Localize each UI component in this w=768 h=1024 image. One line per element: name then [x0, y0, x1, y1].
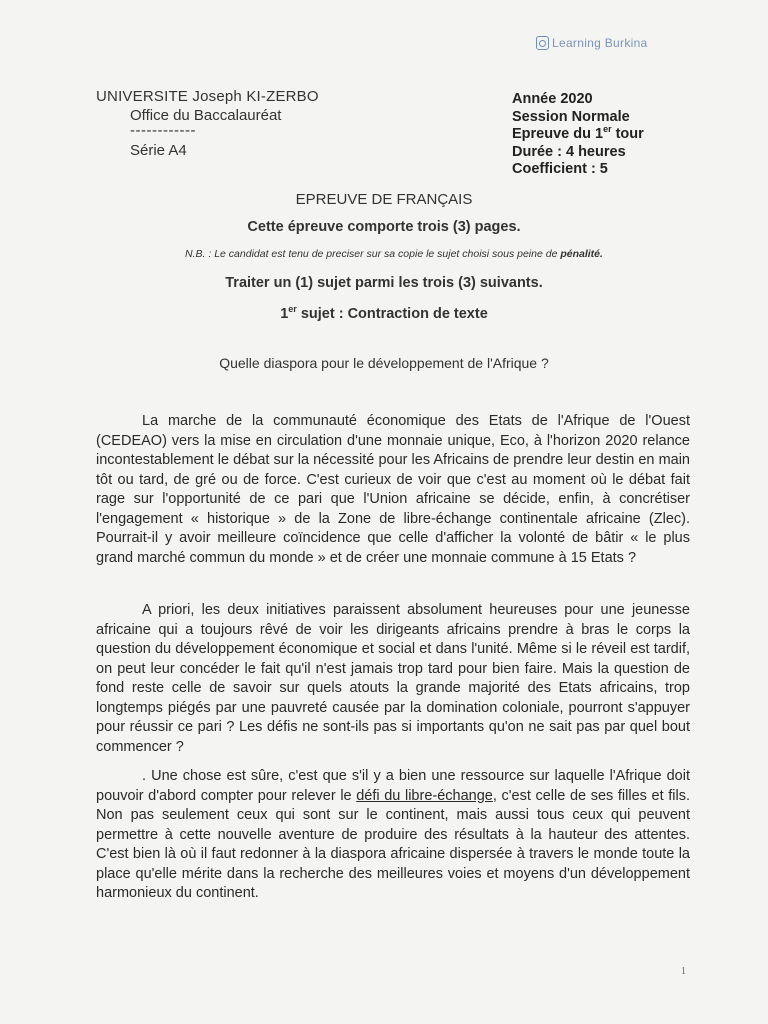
exam-session: Session Normale	[512, 108, 630, 125]
text-title: Quelle diaspora pour le développement de l'Afrique ?	[219, 355, 549, 371]
exam-title: EPREUVE DE FRANÇAIS	[295, 191, 473, 208]
office-name: Office du Baccalauréat	[130, 107, 282, 124]
header-left	[96, 87, 319, 160]
paragraph-2	[96, 601, 690, 757]
pages-note: Cette épreuve comporte trois (3) pages.	[247, 219, 521, 235]
subject-label: sujet : Contraction de texte	[296, 305, 488, 322]
exam-round-suffix: tour	[611, 126, 644, 142]
nb-note	[0, 248, 768, 260]
exam-round	[512, 126, 644, 144]
header-dashes: ------------	[130, 122, 196, 139]
exam-duration: Durée : 4 heures	[512, 143, 626, 160]
watermark-text: Learning Burkina	[552, 36, 648, 50]
paragraph-3	[96, 767, 690, 904]
underlined-phrase: défi du libre-échange	[356, 787, 493, 804]
paragraph-1	[96, 412, 690, 568]
paragraph-1-text: La marche de la communauté économique des Etats de l'Afrique de l'Ouest (CEDEAO) vers la mise en circulation d'une monnaie unique, Eco, à l'horizon 2020 relance incontestablement le débat sur la nécessité pour les Africains de prendre leur destin en main tôt ou tard, de gré ou de force. C'est curieux de voir que c'est au moment où le débat fait rage sur l'opportunité de ce pari que l'Union africaine se décide, enfin, à concrétiser l'engagement « historique » de la Zone de libre-échange continentale africaine (Zlec). Pourrait-il y avoir meilleure coïncidence que celle d'afficher la volonté de bâtir « le plus grand marché commun du monde » et de créer une monnaie commune à 15 Etats ?	[96, 413, 690, 566]
subject-number: 1	[280, 305, 289, 322]
watermark	[536, 36, 648, 50]
paragraph-3-part-a: . Une chose est sûre, c'est que s'il y a bien une ressource sur laquelle l'Afrique doit pouvoir d'abord compter pour relever le	[96, 768, 690, 804]
nb-text: N.B. : Le candidat est tenu de preciser sur sa copie le sujet choisi sous peine de	[185, 248, 561, 260]
paragraph-3-part-b: , c'est celle de ses filles et fils. Non pas seulement ceux qui sont sur le continent, mais aussi tous ceux qui peuvent permettre à cette nouvelle aventure de produire des résultats à la hauteur des attentes. C'est bien là où il faut redonner à la diaspora africaine dispersée à travers le monde toute la place qu'elle mérite dans la recherche des meilleures voies et moyens d'un développement harmonieux du continent.	[96, 787, 690, 901]
exam-year: Année 2020	[512, 91, 593, 107]
instruction: Traiter un (1) sujet parmi les trois (3) suivants.	[225, 275, 543, 291]
serie-label: Série A4	[130, 142, 187, 159]
learning-logo-icon	[536, 36, 549, 50]
paragraph-2-text: A priori, les deux initiatives paraissent absolument heureuses pour une jeunesse africaine qui a toujours rêvé de voir les dirigeants africains prendre à bras le corps la question du développement économique et social et dans l'unité. Même si le réveil est tardif, on peut leur concéder le fait qu'il n'est jamais trop tard pour bien faire. Mais la question de fond reste celle de savoir sur quels atouts la grande majorité des Etats africains, trop longtemps piégés par une pauvreté causée par la domination coloniale, pourront s'appuyer pour réussir ce pari ? Les défis ne sont-ils pas si importants qu'on ne sait pas par quel bout commencer ?	[96, 602, 690, 755]
page-number: 1	[681, 966, 686, 977]
subject-heading	[0, 304, 768, 322]
exam-round-text: Epreuve du 1	[512, 126, 604, 142]
exam-coefficient: Coefficient : 5	[512, 161, 608, 177]
nb-bold: pénalité.	[560, 248, 603, 260]
paragraph-3-text	[96, 767, 690, 904]
university-name: UNIVERSITE Joseph KI-ZERBO	[96, 88, 319, 105]
exam-round-sup: er	[603, 124, 612, 135]
header-right	[512, 91, 644, 179]
subject-number-sup: er	[288, 304, 297, 314]
